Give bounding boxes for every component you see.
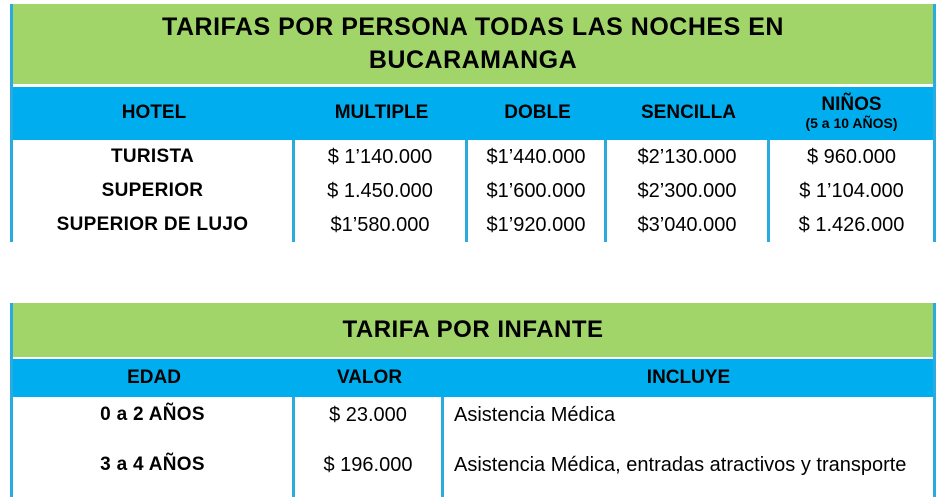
price-cell: $1’920.000 [468, 208, 607, 242]
header-cell-incluye: INCLUYE [646, 366, 731, 388]
table2-title-banner [13, 303, 933, 357]
header-cell-edad: EDAD [127, 366, 181, 388]
price-cell: $ 1.450.000 [295, 174, 468, 208]
hotel-name-cell: TURISTA [13, 140, 295, 174]
header-cell-sencilla: SENCILLA [641, 102, 736, 124]
includes-cell: Asistencia Médica, entradas atractivos y transporte [454, 453, 907, 476]
table2-body [13, 397, 933, 497]
price-cell: $1’440.000 [468, 140, 607, 174]
price-cell: $2’130.000 [607, 140, 770, 174]
price-cell: $ 960.000 [807, 145, 896, 168]
header-cell-hotel: HOTEL [121, 102, 187, 124]
price-cell: $ 23.000 [295, 397, 444, 433]
price-cell: $1’580.000 [295, 208, 468, 242]
table1-title-line1: TARIFAS POR PERSONA TODAS LAS NOCHES EN [162, 13, 784, 41]
header-cell-ninos [770, 87, 933, 140]
ninos-age-range-label: (5 a 10 AÑOS) [805, 115, 898, 132]
header-cell-valor: VALOR [336, 366, 403, 388]
price-cell: $ 1’140.000 [295, 140, 468, 174]
price-cell: $ 196.000 [295, 433, 444, 497]
header-cell-multiple: MULTIPLE [334, 102, 429, 124]
price-cell: $2’300.000 [607, 174, 770, 208]
price-cell: $ 1.426.000 [798, 213, 905, 236]
age-cell: 0 a 2 AÑOS [13, 397, 295, 433]
table1-title-line2: BUCARAMANGA [368, 46, 578, 74]
includes-cell: Asistencia Médica [454, 403, 616, 426]
age-cell: 3 a 4 AÑOS [13, 433, 295, 497]
tarifas-por-persona-table [10, 4, 936, 242]
header-cell-doble: DOBLE [504, 102, 571, 124]
price-cell: $3’040.000 [607, 208, 770, 242]
tarifa-por-infante-table [10, 303, 936, 497]
ninos-label: NIÑOS [821, 94, 882, 116]
price-cell: $ 1’104.000 [799, 179, 904, 202]
table1-body [13, 140, 933, 242]
table2-header-row [13, 359, 933, 397]
table1-header-row [13, 87, 933, 140]
hotel-name-cell: SUPERIOR [13, 174, 295, 208]
table1-title-banner [13, 4, 933, 84]
hotel-name-cell: SUPERIOR DE LUJO [13, 208, 295, 242]
table2-title: TARIFA POR INFANTE [342, 316, 604, 343]
price-cell: $1’600.000 [468, 174, 607, 208]
